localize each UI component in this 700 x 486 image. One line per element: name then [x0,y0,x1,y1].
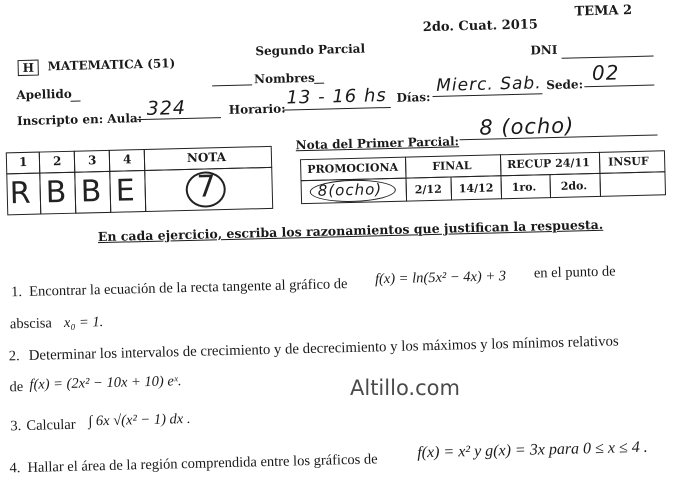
dni-line [562,56,654,59]
status-cell [549,173,601,198]
grade-cell [6,173,41,216]
grade-mark-3: B [80,174,102,210]
sede-value: 02 [591,60,620,86]
status-header-cell [599,150,666,174]
horario-value: 13 - 16 hs [286,85,388,109]
sede-label: Sede: [546,77,584,93]
recup-option-2: 2do. [560,179,588,193]
dni-label: DNI [530,42,558,58]
grade-header-nota: NOTA [186,150,227,165]
recup-header: RECUP 24/11 [507,156,590,172]
status-cell [500,174,551,199]
grade-header-4: 4 [122,152,132,167]
exercise-text-line2: abscisa [9,315,53,333]
exercise-formula: f(x) = (2x² − 10x + 10) eˣ. [29,373,182,393]
final-header: FINAL [432,159,472,173]
exercise-formula: f(x) = x² y g(x) = 3x para 0 ≤ x ≤ 4 . [417,438,648,462]
horario-label: Horario: [228,101,286,117]
primer-parcial-label: Nota del Primer Parcial: [295,134,460,153]
status-cell [301,178,408,205]
exercise-formula: f(x) = ln(5x² − 4x) + 3 [374,268,507,288]
promociona-value: 8(ocho) [317,180,383,200]
grade-cell [39,172,76,215]
promociona-header: PROMOCIONA [307,160,399,177]
insuf-header: INSUF [608,154,649,169]
nombres-lead-line [212,84,252,86]
exercise-text-end: en el punto de [533,263,616,282]
exercise-text: Calcular [26,416,76,434]
aula-label: Inscripto en: Aula: [16,111,143,129]
status-cell [405,177,452,202]
dias-value: Mierc. Sab. [436,73,542,96]
aula-value: 324 [146,96,187,120]
grade-mark-2: B [45,174,67,211]
exercise-text-line2: de [9,379,24,396]
exam-type: Segundo Parcial [255,41,366,59]
grade-nota: 7 [196,169,217,205]
grade-header-cell [39,151,76,174]
exercise-number: 2. [8,348,20,365]
apellido-label: Apellido [16,86,72,103]
status-cell [450,175,502,200]
grade-header-3: 3 [87,153,97,168]
grade-header-cell [109,149,146,172]
instruction: En cada ejercicio, escriba los razonamientos que justifican la respuesta. [97,216,604,245]
exercise-number: 1. [10,284,23,301]
grade-cell [74,171,111,214]
course-name: MATEMATICA (51) [47,56,176,74]
grade-cell [109,170,146,213]
course-code: H [18,60,40,77]
grade-cell [144,167,273,212]
recup-option-1: 1ro. [511,180,537,195]
grade-mark-1: R [9,175,32,212]
exercise-text: Determinar los intervalos de crecimiento y de decrecimiento y los máximos y los mínimos relativos [28,333,619,364]
grade-header-1: 1 [18,154,28,170]
final-date-2: 14/12 [458,181,494,196]
exercise-formula: ∫ 6x √(x² − 1) dx . [88,410,191,430]
final-date-1: 2/12 [414,182,442,197]
primer-parcial-value: 8 (ocho) [479,113,575,140]
nombres-label: Nombres [253,70,315,87]
grade-header-cell [6,152,41,175]
exercise-formula-2: x₀ = 1. [63,314,104,332]
tema-label: TEMA 2 [574,3,633,20]
cuatrimestre: 2do. Cuat. 2015 [422,17,539,36]
exercise-text: Encontrar la ecuación de la recta tangente al gráfico de [28,276,348,300]
grade-header-2: 2 [52,154,62,169]
watermark: Altillo.com [350,376,460,400]
grade-header-cell [74,150,111,173]
grade-mark-4: E [115,173,136,209]
status-cell [599,171,666,197]
exercise-number: 3. [10,418,22,435]
apellido-line [71,101,81,102]
exercise-text: Hallar el área de la región comprendida entre los gráficos de [27,451,378,476]
exercise-number: 4. [9,460,21,477]
nombres-line [314,83,324,84]
dias-label: Días: [396,89,431,105]
